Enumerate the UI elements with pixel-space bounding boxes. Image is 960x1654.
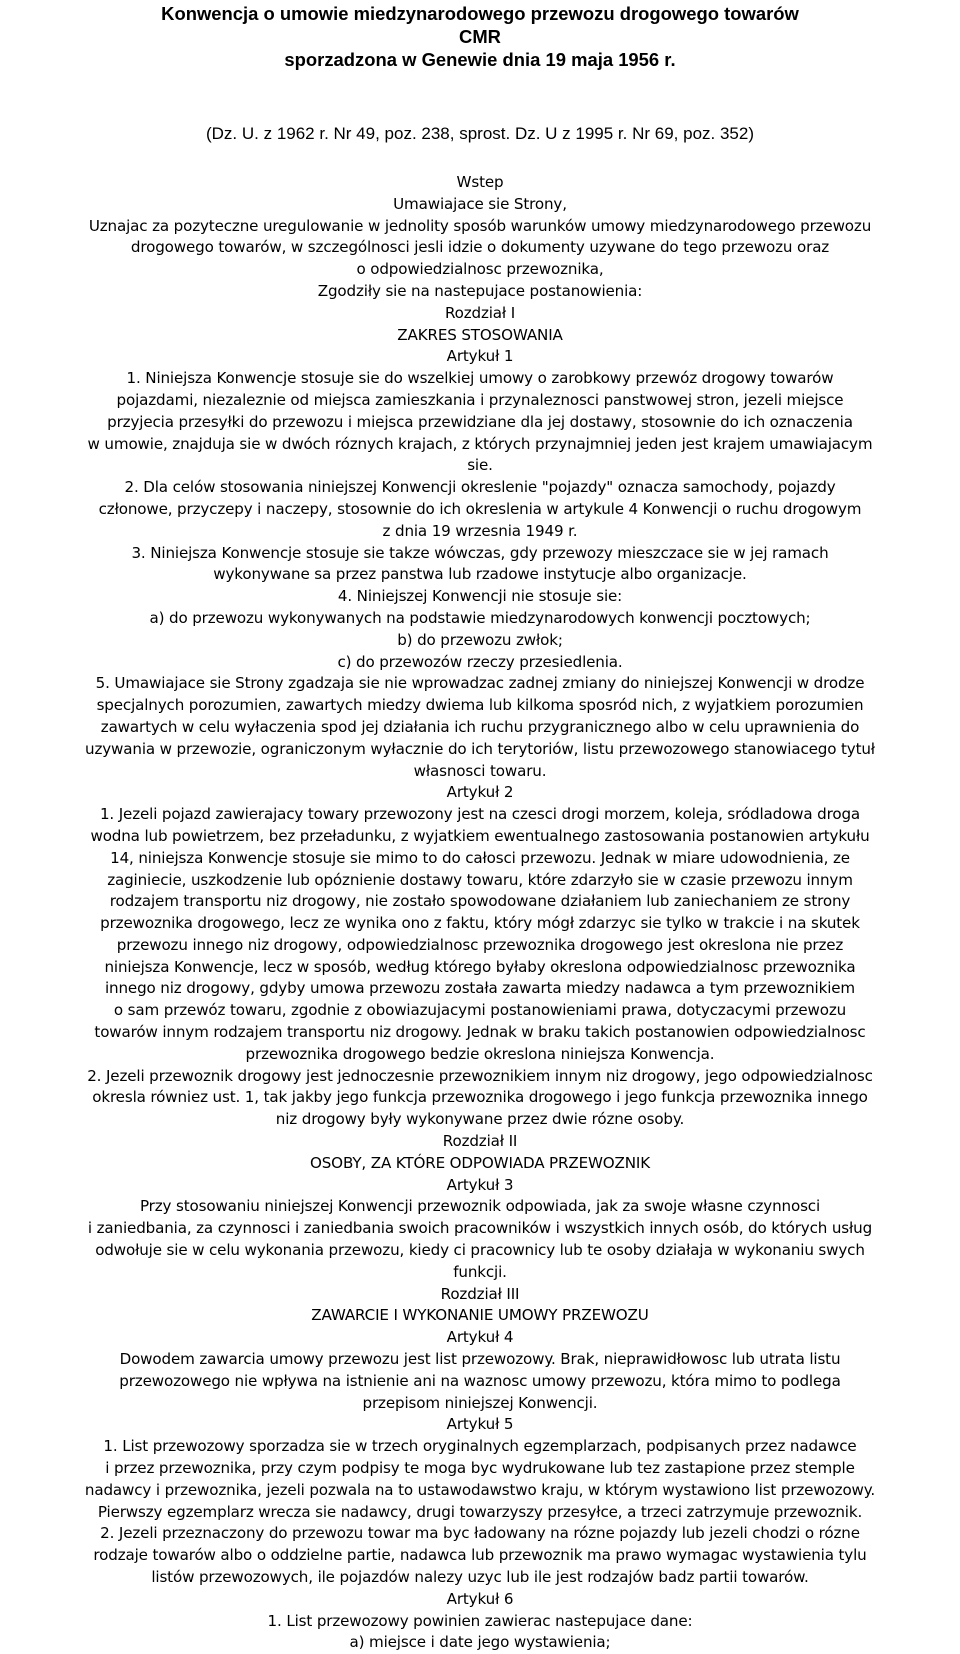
body-line: drogowego towarów, w szczególnosci jesli idzie o dokumenty uzywane do tego przewozu oraz: [130, 238, 830, 257]
body-line: ZAWARCIE I WYKONANIE UMOWY PRZEWOZU: [311, 1306, 649, 1325]
body-line: 1. Jezeli pojazd zawierajacy towary przewozony jest na czesci drogi morzem, koleja, sródladowa droga: [99, 805, 861, 824]
body-line: niniejsza Konwencje, lecz w sposób, według którego byłaby okreslona odpowiedzialnosc przewoznika: [104, 957, 856, 976]
legal-citation: (Dz. U. z 1962 r. Nr 49, poz. 238, sprost. Dz. U z 1995 r. Nr 69, poz. 352): [205, 124, 755, 143]
body-line: Artykuł 5: [446, 1415, 514, 1434]
body-line: 1. List przewozowy sporzadza sie w trzech oryginalnych egzemplarzach, podpisanych przez nadawce: [103, 1437, 857, 1456]
body-line: przewoznika drogowego bedzie okreslona niniejsza Konwencja.: [245, 1044, 715, 1063]
body-line: 1. Niniejsza Konwencje stosuje sie do wszelkiej umowy o zarobkowy przewóz drogowy towarów: [126, 369, 834, 388]
body-line: Rozdział II: [442, 1132, 518, 1151]
body-line: Wstep: [456, 173, 504, 191]
body-line: przewozowego nie wpływa na istnienie ani na waznosc umowy przewozu, która mimo to podlega: [119, 1371, 841, 1390]
body-line: zawartych w celu wyłaczenia spod jej działania ich ruchu przygranicznego albo w celu uprawnienia do: [100, 717, 860, 736]
body-line: pojazdami, niezaleznie od miejsca zamieszkania i przynaleznosci panstwowej stron, jezeli miejsce: [116, 390, 844, 409]
body-line: Rozdział III: [440, 1284, 520, 1303]
document-title: [0, 2, 960, 71]
body-line: przewoznika drogowego, lecz ze wynika ono z faktu, który mógł zdarzyc sie tylko w trakcie i na skutek: [100, 914, 860, 933]
body-line: a) do przewozu wykonywanych na podstawie miedzynarodowych konwencji pocztowych;: [149, 608, 811, 627]
body-line: w umowie, znajduja sie w dwóch róznych krajach, z których przynajmniej jeden jest krajem umawiajacym: [87, 434, 873, 453]
body-line: Przy stosowaniu niniejszej Konwencji przewoznik odpowiada, jak za swoje własne czynnosci: [139, 1197, 821, 1216]
body-line: 2. Jezeli przewoznik drogowy jest jednoczesnie przewoznikiem innym niz drogowy, jego odpowiedzialnosc: [87, 1066, 873, 1085]
body-line: o odpowiedzialnosc przewoznika,: [356, 260, 604, 279]
body-line: i zaniedbania, za czynnosci i zaniedbania swoich pracowników i wszystkich innych osób, do których usług: [87, 1219, 873, 1238]
body-line: a) miejsce i date jego wystawienia;: [349, 1633, 611, 1652]
body-line: OSOBY, ZA KTÓRE ODPOWIADA PRZEWOZNIK: [309, 1153, 651, 1172]
title-line: sporzadzona w Genewie dnia 19 maja 1956 r.: [284, 49, 676, 70]
body-line: przewozu innego niz drogowy, odpowiedzialnosc przewoznika drogowego jest okreslona nie przez: [116, 935, 844, 954]
body-line: rodzaje towarów albo o oddzielne partie, nadawca lub przewoznik ma prawo wymagac wystawienia tylu: [93, 1546, 867, 1565]
body-line: Zgodziły sie na nastepujace postanowienia:: [317, 281, 643, 300]
body-line: specjalnych porozumien, zawartych miedzy dwiema lub kilkoma sposród nich, z wyjatkiem porozumien: [96, 696, 864, 715]
body-line: b) do przewozu zwłok;: [397, 630, 563, 649]
body-line: 3. Niniejsza Konwencje stosuje sie takze wówczas, gdy przewozy mieszczace sie w jej ramach: [131, 543, 829, 562]
body-line: uzywania w przewozie, ograniczonym wyłacznie do ich terytoriów, listu przewozowego stanowiacego tytuł: [85, 739, 875, 758]
body-line: Pierwszy egzemplarz wrecza sie nadawcy, drugi towarzyszy przesyłce, a trzeci zatrzymuje przewoznik.: [97, 1502, 863, 1521]
body-line: 4. Niniejszej Konwencji nie stosuje sie:: [337, 587, 623, 606]
body-line: towarów innym rodzajem transportu niz drogowy. Jednak w braku takich postanowien odpowiedzialnosc: [94, 1023, 866, 1042]
body-line: niz drogowy były wykonywane przez dwie rózne osoby.: [275, 1110, 685, 1129]
body-line: z dnia 19 wrzesnia 1949 r.: [382, 521, 578, 540]
body-line: przepisom niniejszej Konwencji.: [362, 1393, 598, 1412]
body-line: listów przewozowych, ile pojazdów nalezy uzyc lub ile jest rodzajów badz partii towarów.: [151, 1568, 809, 1586]
body-line: Uznajac za pozyteczne uregulowanie w jednolity sposób warunków umowy miedzynarodowego przewozu: [88, 216, 872, 235]
body-line: i przez przewoznika, przy czym podpisy te moga byc wydrukowane lub tez zastapione przez stemple: [105, 1459, 855, 1478]
body-line: odwołuje sie w celu wykonania przewozu, kiedy ci pracownicy lub te osoby działaja w wykonaniu swych: [95, 1241, 865, 1260]
body-line: Rozdział I: [444, 303, 516, 322]
body-line: członowe, przyczepy i naczepy, stosownie do ich okreslenia w artykule 4 Konwencji o ruchu drogowym: [98, 499, 862, 518]
body-line: nadawcy i przewoznika, jezeli pozwala na to ustawodawstwo kraju, w którym wystawiono list przewozowy.: [84, 1480, 876, 1499]
body-line: wykonywane sa przez panstwa lub rzadowe instytucje albo organizacje.: [213, 565, 747, 584]
title-line: CMR: [459, 26, 501, 47]
body-line: zaginiecie, uszkodzenie lub opóznienie dostawy towaru, które zdarzyło sie w czasie przewozu innym: [107, 870, 853, 889]
document-body: [0, 172, 960, 1654]
body-line: Artykuł 6: [446, 1589, 514, 1608]
body-line: o sam przewóz towaru, zgodnie z obowiazujacymi postanowieniami prawa, dotyczacymi przewozu: [113, 1001, 847, 1020]
body-line: sie.: [467, 456, 493, 475]
body-line: 2. Dla celów stosowania niniejszej Konwencji okreslenie "pojazdy" oznacza samochody, pojazdy: [124, 478, 836, 497]
body-line: innego niz drogowy, gdyby umowa przewozu została zawarta miedzy nadawca a tym przewoznikiem: [104, 979, 855, 998]
body-line: przyjecia przesyłki do przewozu i miejsca przewidziane dla jej dostawy, stosownie do ich oznaczenia: [107, 412, 853, 431]
body-line: ZAKRES STOSOWANIA: [397, 325, 563, 344]
title-line: Konwencja o umowie miedzynarodowego przewozu drogowego towarów: [161, 3, 799, 24]
body-line: okresla równiez ust. 1, tak jakby jego funkcja przewoznika drogowego i jego funkcja przewoznika innego: [92, 1088, 868, 1107]
body-line: Artykuł 3: [446, 1175, 514, 1194]
body-line: 2. Jezeli przeznaczony do przewozu towar ma byc ładowany na rózne pojazdy lub jezeli chodzi o rózne: [100, 1524, 860, 1543]
body-line: 5. Umawiajace sie Strony zgadzaja sie nie wprowadzac zadnej zmiany do niniejszej Konwencji w drodze: [95, 674, 865, 693]
body-line: własnosci towaru.: [413, 761, 547, 780]
body-line: 1. List przewozowy powinien zawierac nastepujace dane:: [267, 1611, 693, 1630]
body-line: Artykuł 2: [446, 783, 514, 802]
body-line: Dowodem zawarcia umowy przewozu jest list przewozowy. Brak, nieprawidłowosc lub utrata listu: [119, 1350, 841, 1369]
body-line: wodna lub powietrzem, bez przeładunku, z wyjatkiem ewentualnego zastosowania postanowien artykułu: [90, 826, 870, 845]
body-line: c) do przewozów rzeczy przesiedlenia.: [337, 652, 623, 671]
body-line: Umawiajace sie Strony,: [393, 194, 567, 213]
body-line: funkcji.: [453, 1262, 507, 1281]
body-line: 14, niniejsza Konwencje stosuje sie mimo to do całosci przewozu. Jednak w miare udowodnienia, ze: [110, 848, 850, 867]
body-line: Artykuł 1: [446, 347, 514, 366]
body-line: rodzajem transportu niz drogowy, nie zostało spowodowane działaniem lub zaniechaniem ze strony: [109, 892, 851, 911]
body-line: Artykuł 4: [446, 1328, 514, 1347]
